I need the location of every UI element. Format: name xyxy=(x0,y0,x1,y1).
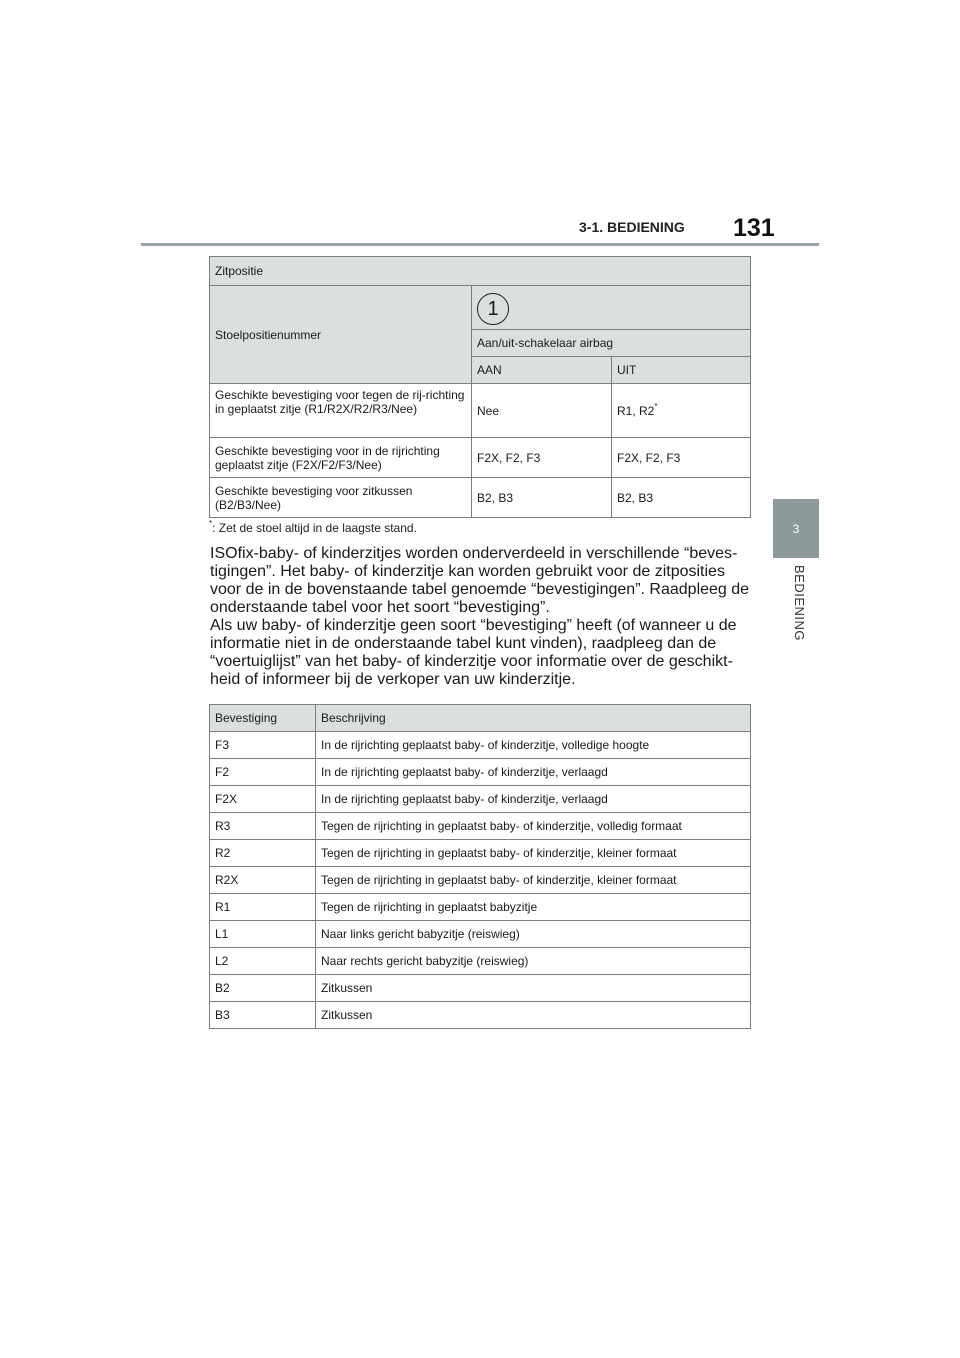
fixture-description: Tegen de rijrichting in geplaatst babyzitje xyxy=(316,894,751,921)
fixture-code: R2 xyxy=(210,840,316,867)
chapter-label: BEDIENING xyxy=(792,565,807,642)
seat-table-title: Zitpositie xyxy=(210,257,751,286)
fixture-code: R1 xyxy=(210,894,316,921)
page-number: 131 xyxy=(733,214,775,242)
table-row xyxy=(210,840,751,867)
row-on: Nee xyxy=(472,384,612,438)
seat-number-label: Stoelpositienummer xyxy=(210,286,472,384)
row-label: Geschikte bevestiging voor tegen de rij-richting in geplaatst zitje (R1/R2X/R2/R3/Nee) xyxy=(210,384,472,438)
row-off-value: R1, R2 xyxy=(617,403,655,418)
fixture-code: F3 xyxy=(210,732,316,759)
paragraph: Als uw baby- of kinderzitje geen soort “bevestiging” heeft (of wanneer u de informatie niet in de onderstaande tabel kunt vinden), raadpleeg dan de “voertuiglijst” van het baby- of kinderzitje voor informatie over de geschikt-heid of informeer bij de verkoper van uw kinderzitje. xyxy=(210,617,737,688)
fixture-description: Zitkussen xyxy=(316,1002,751,1029)
footnote-marker: * xyxy=(209,519,213,528)
fixture-description: Tegen de rijrichting in geplaatst baby- of kinderzitje, volledig formaat xyxy=(316,813,751,840)
seat-position-table xyxy=(209,256,751,518)
table-row xyxy=(210,759,751,786)
fixture-code: B3 xyxy=(210,1002,316,1029)
footnote xyxy=(209,521,417,535)
body-text xyxy=(210,545,760,689)
airbag-switch-label: Aan/uit-schakelaar airbag xyxy=(472,330,751,357)
fixture-description: Tegen de rijrichting in geplaatst baby- of kinderzitje, kleiner formaat xyxy=(316,867,751,894)
header-description: Beschrijving xyxy=(316,705,751,732)
row-label: Geschikte bevestiging voor zitkussen (B2/B3/Nee) xyxy=(210,478,472,518)
fixture-description: In de rijrichting geplaatst baby- of kinderzitje, verlaagd xyxy=(316,759,751,786)
fixture-description: Tegen de rijrichting in geplaatst baby- of kinderzitje, kleiner formaat xyxy=(316,840,751,867)
fixture-code: R3 xyxy=(210,813,316,840)
table-row xyxy=(210,1002,751,1029)
fixture-description: Naar rechts gericht babyzitje (reiswieg) xyxy=(316,948,751,975)
table-row xyxy=(210,813,751,840)
row-on: F2X, F2, F3 xyxy=(472,438,612,478)
header-fixture: Bevestiging xyxy=(210,705,316,732)
table-row xyxy=(210,384,751,438)
fixture-code: F2 xyxy=(210,759,316,786)
seat-number-symbol: 1 xyxy=(477,293,509,325)
fixture-description: In de rijrichting geplaatst baby- of kinderzitje, volledige hoogte xyxy=(316,732,751,759)
section-title: 3-1. BEDIENING xyxy=(579,219,685,235)
row-off xyxy=(612,384,751,438)
fixture-description: Zitkussen xyxy=(316,975,751,1002)
row-off: B2, B3 xyxy=(612,478,751,518)
fixture-code: B2 xyxy=(210,975,316,1002)
table-row xyxy=(210,921,751,948)
table-row xyxy=(210,867,751,894)
chapter-tab: 3 xyxy=(773,499,819,558)
fixture-description: In de rijrichting geplaatst baby- of kinderzitje, verlaagd xyxy=(316,786,751,813)
table-row xyxy=(210,732,751,759)
col-off: UIT xyxy=(612,357,751,384)
table-row xyxy=(210,478,751,518)
table-row xyxy=(210,786,751,813)
seat-number-cell xyxy=(472,286,751,330)
fixture-code: R2X xyxy=(210,867,316,894)
table-row xyxy=(210,948,751,975)
fixture-code: L1 xyxy=(210,921,316,948)
row-label: Geschikte bevestiging voor in de rijrichting geplaatst zitje (F2X/F2/F3/Nee) xyxy=(210,438,472,478)
footnote-marker: * xyxy=(654,401,658,411)
fixture-code: F2X xyxy=(210,786,316,813)
paragraph: ISOfix-baby- of kinderzitjes worden onderverdeeld in verschillende “beves-tigingen”. Het baby- of kinderzitje kan worden gebruikt voor de zitposities voor de in de bovenstaande tabel genoemde “bevestigingen”. Raadpleeg de onderstaande tabel voor het soort “bevestiging”. xyxy=(210,545,750,616)
footnote-text: : Zet de stoel altijd in de laagste stand. xyxy=(212,521,417,535)
table-row xyxy=(210,894,751,921)
row-on: B2, B3 xyxy=(472,478,612,518)
row-off: F2X, F2, F3 xyxy=(612,438,751,478)
fixture-table xyxy=(209,704,751,1029)
table-row xyxy=(210,975,751,1002)
col-on: AAN xyxy=(472,357,612,384)
table-row xyxy=(210,438,751,478)
header-divider xyxy=(141,243,819,246)
fixture-description: Naar links gericht babyzitje (reiswieg) xyxy=(316,921,751,948)
fixture-code: L2 xyxy=(210,948,316,975)
